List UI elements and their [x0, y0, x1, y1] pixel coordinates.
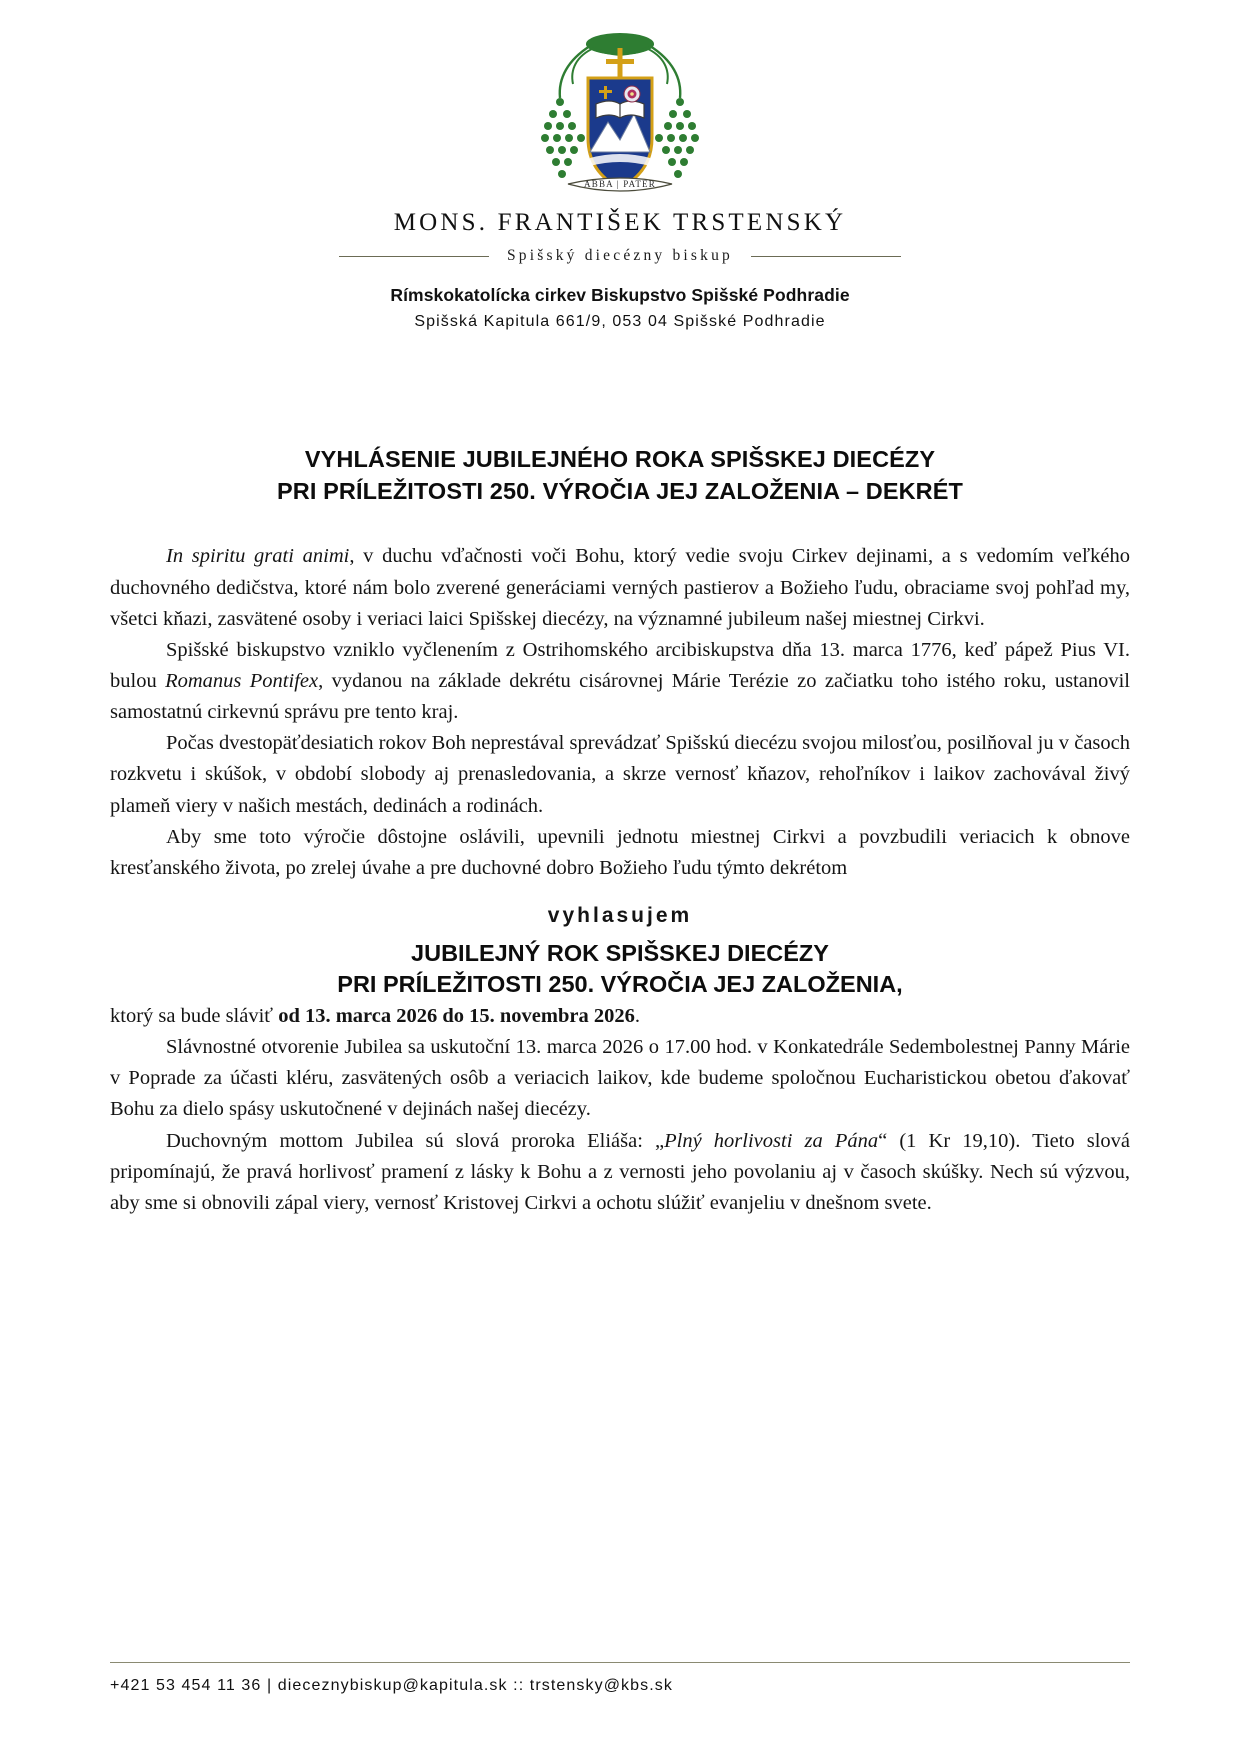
rule-right	[751, 256, 901, 257]
organization-name: Rímskokatolícka cirkev Biskupstvo Spišské Podhradie	[390, 285, 850, 305]
paragraph-7-text-a: Duchovným mottom Jubilea sú slová proroka Eliáša: „	[166, 1129, 665, 1152]
paragraph-7	[110, 1126, 1130, 1219]
jubilee-dates: od 13. marca 2026 do 15. novembra 2026	[278, 1004, 635, 1027]
paragraph-2	[110, 635, 1130, 728]
jubilee-motto: Plný horlivosti za Pána	[664, 1129, 879, 1152]
document-title	[110, 443, 1130, 507]
paragraph-5-text-a: ktorý sa bude sláviť	[110, 1004, 279, 1027]
footer	[110, 1662, 1130, 1695]
letterhead	[110, 0, 1130, 331]
paragraph-5	[110, 1001, 1130, 1032]
paragraph-6: Slávnostné otvorenie Jubilea sa uskutoční 13. marca 2026 o 17.00 hod. v Konkatedrále Sedembolestnej Panny Márie v Poprade za účasti kléru, zasvätených osôb a veriacich laikov, kde budeme spoločnou Eucharistickou obetou ďakovať Bohu za dielo spásy uskutočnené v dejinách našej diecézy.	[110, 1036, 1130, 1121]
footer-contact: +421 53 454 11 36 | dieceznybiskup@kapitula.sk :: trstensky@kbs.sk	[110, 1677, 673, 1694]
jubilee-title	[110, 938, 1130, 1001]
paragraph-2-bull-name: Romanus Pontifex	[165, 670, 319, 692]
bishop-title: Spišský diecézny biskup	[506, 247, 733, 264]
document-title-line-1: VYHLÁSENIE JUBILEJNÉHO ROKA SPIŠSKEJ DIECÉZY	[304, 446, 936, 472]
bishop-coat-of-arms-icon	[520, 26, 720, 201]
paragraph-1-latin: In spiritu grati animi	[166, 545, 350, 568]
paragraph-5-text-b: .	[634, 1004, 640, 1027]
footer-rule	[110, 1662, 1130, 1663]
bishop-name: MONS. FRANTIŠEK TRSTENSKÝ	[393, 209, 847, 236]
paragraph-2-text-a: Spišské biskupstvo vzniklo vyčlenením z Ostrihomského arcibiskupstva dňa 13. marca 1776, keď pápež Pius VI. bulou	[110, 638, 1130, 692]
jubilee-title-line-1: JUBILEJNÝ ROK SPIŠSKEJ DIECÉZY	[411, 940, 829, 966]
document-body	[110, 541, 1130, 1219]
document-title-line-2: PRI PRÍLEŽITOSTI 250. VÝROČIA JEJ ZALOŽENIA – DEKRÉT	[277, 478, 963, 505]
bishop-title-row	[110, 247, 1130, 265]
paragraph-3: Počas dvestopäťdesiatich rokov Boh neprestával sprevádzať Spišskú diecézu svojou milosťou, posilňoval ju v časoch rozkvetu i skúšok, v období slobody aj prenasledovania, a skrze vernosť kňazov, rehoľníkov i laikov zachovával živý plameň viery v našich mestách, dedinách a rodinách.	[110, 732, 1130, 817]
paragraph-1	[110, 541, 1130, 634]
rule-left	[339, 256, 489, 257]
paragraph-2-text-b: , vydanou na základe dekrétu cisárovnej Márie Terézie zo začiatku toho istého roku, ustanovil samostatnú cirkevnú správu pre tento kraj.	[110, 670, 1130, 724]
paragraph-4: Aby sme toto výročie dôstojne oslávili, upevnili jednotu miestnej Cirkvi a povzbudili veriacich k obnove kresťanského života, po zrelej úvahe a pre duchovné dobro Božieho ľudu týmto dekrétom	[110, 825, 1130, 879]
organization-address: Spišská Kapitula 661/9, 053 04 Spišské Podhradie	[414, 313, 826, 330]
jubilee-title-line-2: PRI PRÍLEŽITOSTI 250. VÝROČIA JEJ ZALOŽENIA,	[337, 971, 903, 998]
paragraph-7-text-b: “ (1 Kr 19,10). Tieto slová pripomínajú, že pravá horlivosť pramení z lásky k Bohu a z vernosti jeho povolaniu aj v časoch skúšky. Nech sú výzvou, aby sme si obnovili zápal viery, vernosť Kristovej Cirkvi a ochotu slúžiť evanjeliu v dnešnom svete.	[110, 1129, 1131, 1214]
motto-text: ABBA | PATER	[584, 179, 656, 189]
paragraph-1-text: , v duchu vďačnosti voči Bohu, ktorý vedie svoju Cirkev dejinami, a s vedomím veľkého duchovného dedičstva, ktoré nám bolo zverené generáciami verných pastierov a Božieho ľudu, obraciame svoj pohľad my, všetci kňazi, zasvätené osoby i veriaci laici Spišskej diecézy, na významné jubileum našej miestnej Cirkvi.	[110, 545, 1130, 630]
proclamation-verb: vyhlasujem	[547, 904, 693, 928]
